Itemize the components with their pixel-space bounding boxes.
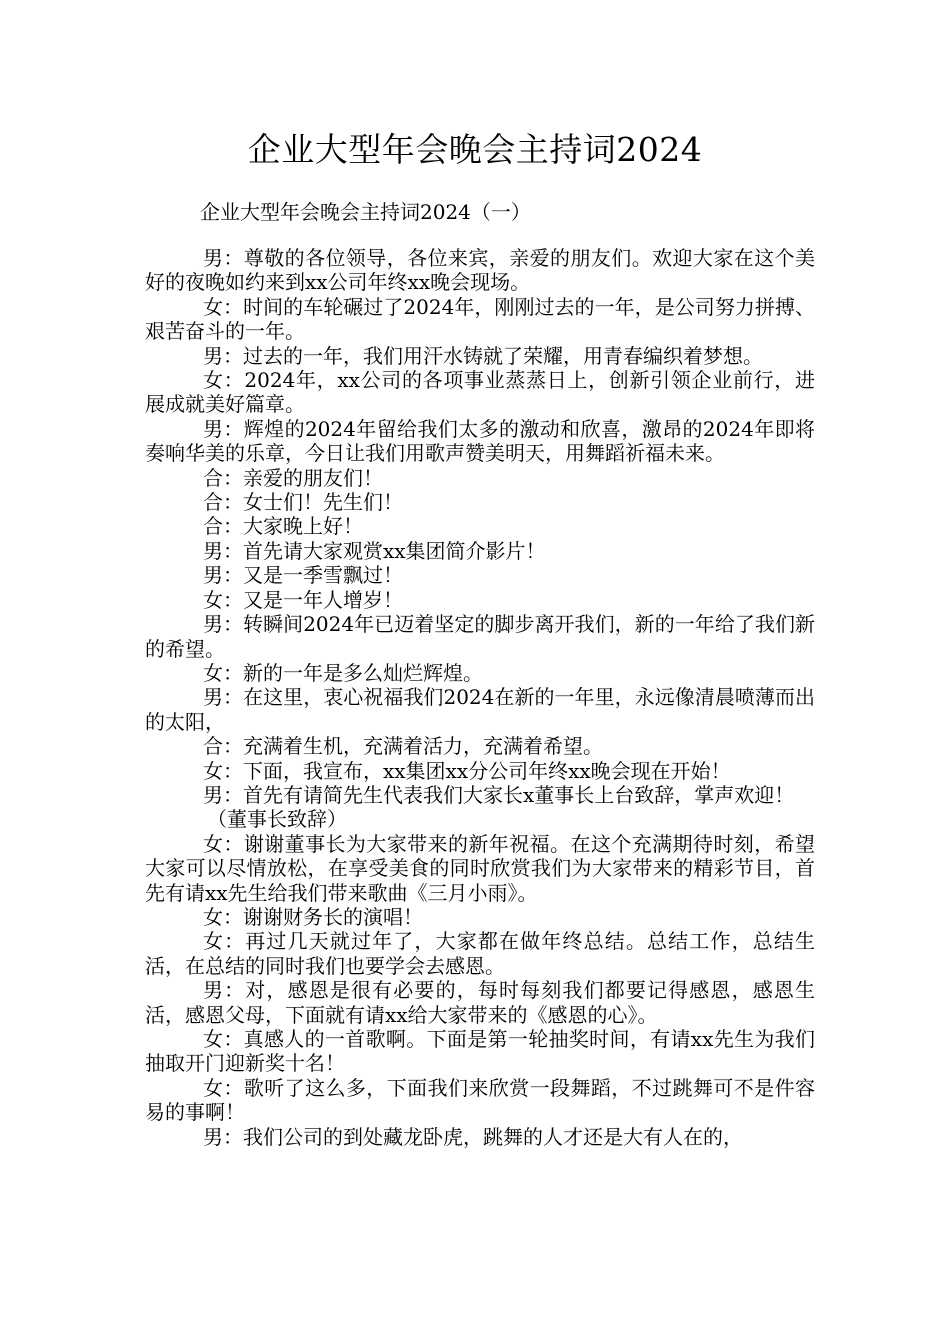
paragraph: 男：尊敬的各位领导，各位来宾，亲爱的朋友们。欢迎大家在这个美好的夜晚如约来到xx公司年终xx晚会现场。 (145, 246, 815, 295)
paragraph: 女：时间的车轮碾过了2024年，刚刚过去的一年，是公司努力拼搏、艰苦奋斗的一年。 (145, 294, 815, 344)
paragraph: 男：辉煌的2024年留给我们太多的激动和欣喜，激昂的2024年即将奏响华美的乐章，今日让我们用歌声赞美明天，用舞蹈祈福未来。 (145, 416, 815, 466)
paragraph: 合：亲爱的朋友们！ (203, 465, 383, 490)
paragraph: 女：下面，我宣布，xx集团xx分公司年终xx晚会现在开始！ (203, 758, 731, 783)
paragraph: 男：我们公司的到处藏龙卧虎，跳舞的人才还是大有人在的， (203, 1124, 743, 1149)
paragraph: 男：又是一季雪飘过！ (203, 563, 403, 588)
paragraph: 男：首先请大家观赏xx集团简介影片！ (203, 538, 546, 563)
paragraph: 女：谢谢财务长的演唱！ (203, 904, 423, 929)
document-title: 企业大型年会晚会主持词2024 (247, 130, 703, 169)
paragraph: 男：过去的一年，我们用汗水铸就了荣耀，用青春编织着梦想。 (203, 343, 763, 368)
document-subtitle: 企业大型年会晚会主持词2024（一） (200, 200, 531, 224)
paragraph: 男：在这里，衷心祝福我们2024在新的一年里，永远像清晨喷薄而出的太阳， (145, 685, 815, 734)
document-body (145, 246, 815, 1149)
paragraph: 女：再过几天就过年了，大家都在做年终总结。总结工作，总结生活，在总结的同时我们也要学会去感恩。 (145, 929, 815, 978)
paragraph: 女：新的一年是多么灿烂辉煌。 (203, 660, 483, 685)
paragraph: 女：歌听了这么多，下面我们来欣赏一段舞蹈，不过跳舞可不是件容易的事啊！ (145, 1075, 815, 1125)
paragraph: 男：首先有请简先生代表我们大家长x董事长上台致辞，掌声欢迎！ (203, 782, 795, 807)
paragraph: 男：对，感恩是很有必要的，每时每刻我们都要记得感恩，感恩生活，感恩父母，下面就有请xx给大家带来的《感恩的心》。 (145, 978, 815, 1027)
paragraph: 男：转瞬间2024年已迈着坚定的脚步离开我们，新的一年给了我们新的希望。 (145, 612, 815, 661)
stage-direction: （董事长致辞） (207, 807, 347, 832)
paragraph: 合：充满着生机，充满着活力，充满着希望。 (203, 734, 603, 759)
paragraph: 合：女士们！先生们！ (203, 490, 403, 515)
paragraph: 合：大家晚上好！ (203, 514, 363, 539)
paragraph: 女：又是一年人增岁！ (203, 587, 403, 612)
paragraph: 女：2024年，xx公司的各项事业蒸蒸日上，创新引领企业前行，进展成就美好篇章。 (145, 368, 815, 417)
paragraph: 女：真感人的一首歌啊。下面是第一轮抽奖时间，有请xx先生为我们抽取开门迎新奖十名！ (145, 1027, 815, 1076)
paragraph: 女：谢谢董事长为大家带来的新年祝福。在这个充满期待时刻，希望大家可以尽情放松，在享受美食的同时欣赏我们为大家带来的精彩节目，首先有请xx先生给我们带来歌曲《三月小雨》。 (145, 831, 815, 905)
